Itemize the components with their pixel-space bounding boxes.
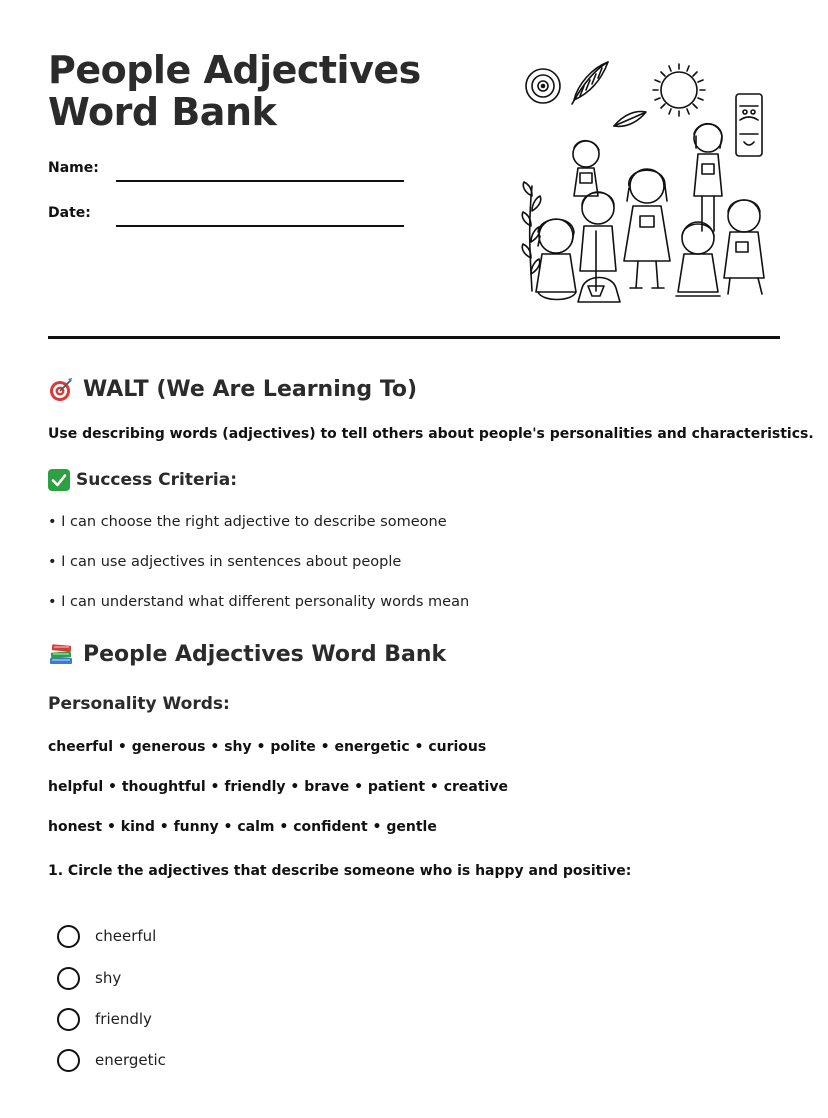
target-icon xyxy=(48,376,74,402)
child-figure xyxy=(724,200,764,294)
child-figure xyxy=(536,219,576,300)
answer-option-label: friendly xyxy=(95,1010,152,1028)
answer-circle[interactable] xyxy=(57,1049,80,1072)
page-title: People Adjectives Word Bank xyxy=(48,48,421,134)
child-figure xyxy=(624,169,670,288)
answer-circle[interactable] xyxy=(57,925,80,948)
leaf-icon xyxy=(614,112,646,127)
answer-option-label: cheerful xyxy=(95,927,157,945)
check-mark-icon xyxy=(48,469,70,491)
answer-option[interactable] xyxy=(57,966,121,990)
spiral-icon xyxy=(526,69,560,103)
name-label: Name: xyxy=(48,160,99,176)
personality-words-heading: Personality Words: xyxy=(48,694,230,714)
walt-heading-text: WALT (We Are Learning To) xyxy=(83,376,418,402)
success-criteria-item: • I can choose the right adjective to describe someone xyxy=(48,514,447,530)
books-icon xyxy=(48,641,74,667)
sun-icon xyxy=(653,64,705,116)
answer-option[interactable] xyxy=(57,1007,152,1031)
answer-circle[interactable] xyxy=(57,967,80,990)
date-line[interactable] xyxy=(116,225,404,227)
answer-circle[interactable] xyxy=(57,1008,80,1031)
date-label: Date: xyxy=(48,205,91,221)
child-figure xyxy=(676,222,720,296)
section-divider xyxy=(48,336,780,339)
answer-option-label: energetic xyxy=(95,1051,166,1069)
fern-leaf-icon xyxy=(572,62,608,104)
child-figure xyxy=(694,124,722,231)
answer-option[interactable] xyxy=(57,924,156,948)
child-figure xyxy=(578,192,620,302)
children-illustration xyxy=(516,56,772,312)
answer-option[interactable] xyxy=(57,1048,166,1072)
answer-option-label: shy xyxy=(95,969,122,987)
totem-icon xyxy=(736,94,762,156)
child-figure xyxy=(573,141,599,196)
word-bank-row: cheerful • generous • shy • polite • energetic • curious xyxy=(48,739,487,755)
word-bank-row: helpful • thoughtful • friendly • brave • patient • creative xyxy=(48,779,508,795)
word-bank-heading xyxy=(48,641,446,667)
success-criteria-heading-text: Success Criteria: xyxy=(76,470,238,490)
success-criteria-heading xyxy=(48,469,237,491)
success-criteria-item: • I can understand what different personality words mean xyxy=(48,594,470,610)
word-bank-row: honest • kind • funny • calm • confident • gentle xyxy=(48,819,437,835)
walt-heading xyxy=(48,376,417,402)
success-criteria-item: • I can use adjectives in sentences about people xyxy=(48,554,402,570)
word-bank-heading-text: People Adjectives Word Bank xyxy=(83,641,447,667)
question-1-prompt: 1. Circle the adjectives that describe someone who is happy and positive: xyxy=(48,863,632,879)
walt-text: Use describing words (adjectives) to tell others about people's personalities and characteristics. xyxy=(48,426,814,442)
name-line[interactable] xyxy=(116,180,404,182)
